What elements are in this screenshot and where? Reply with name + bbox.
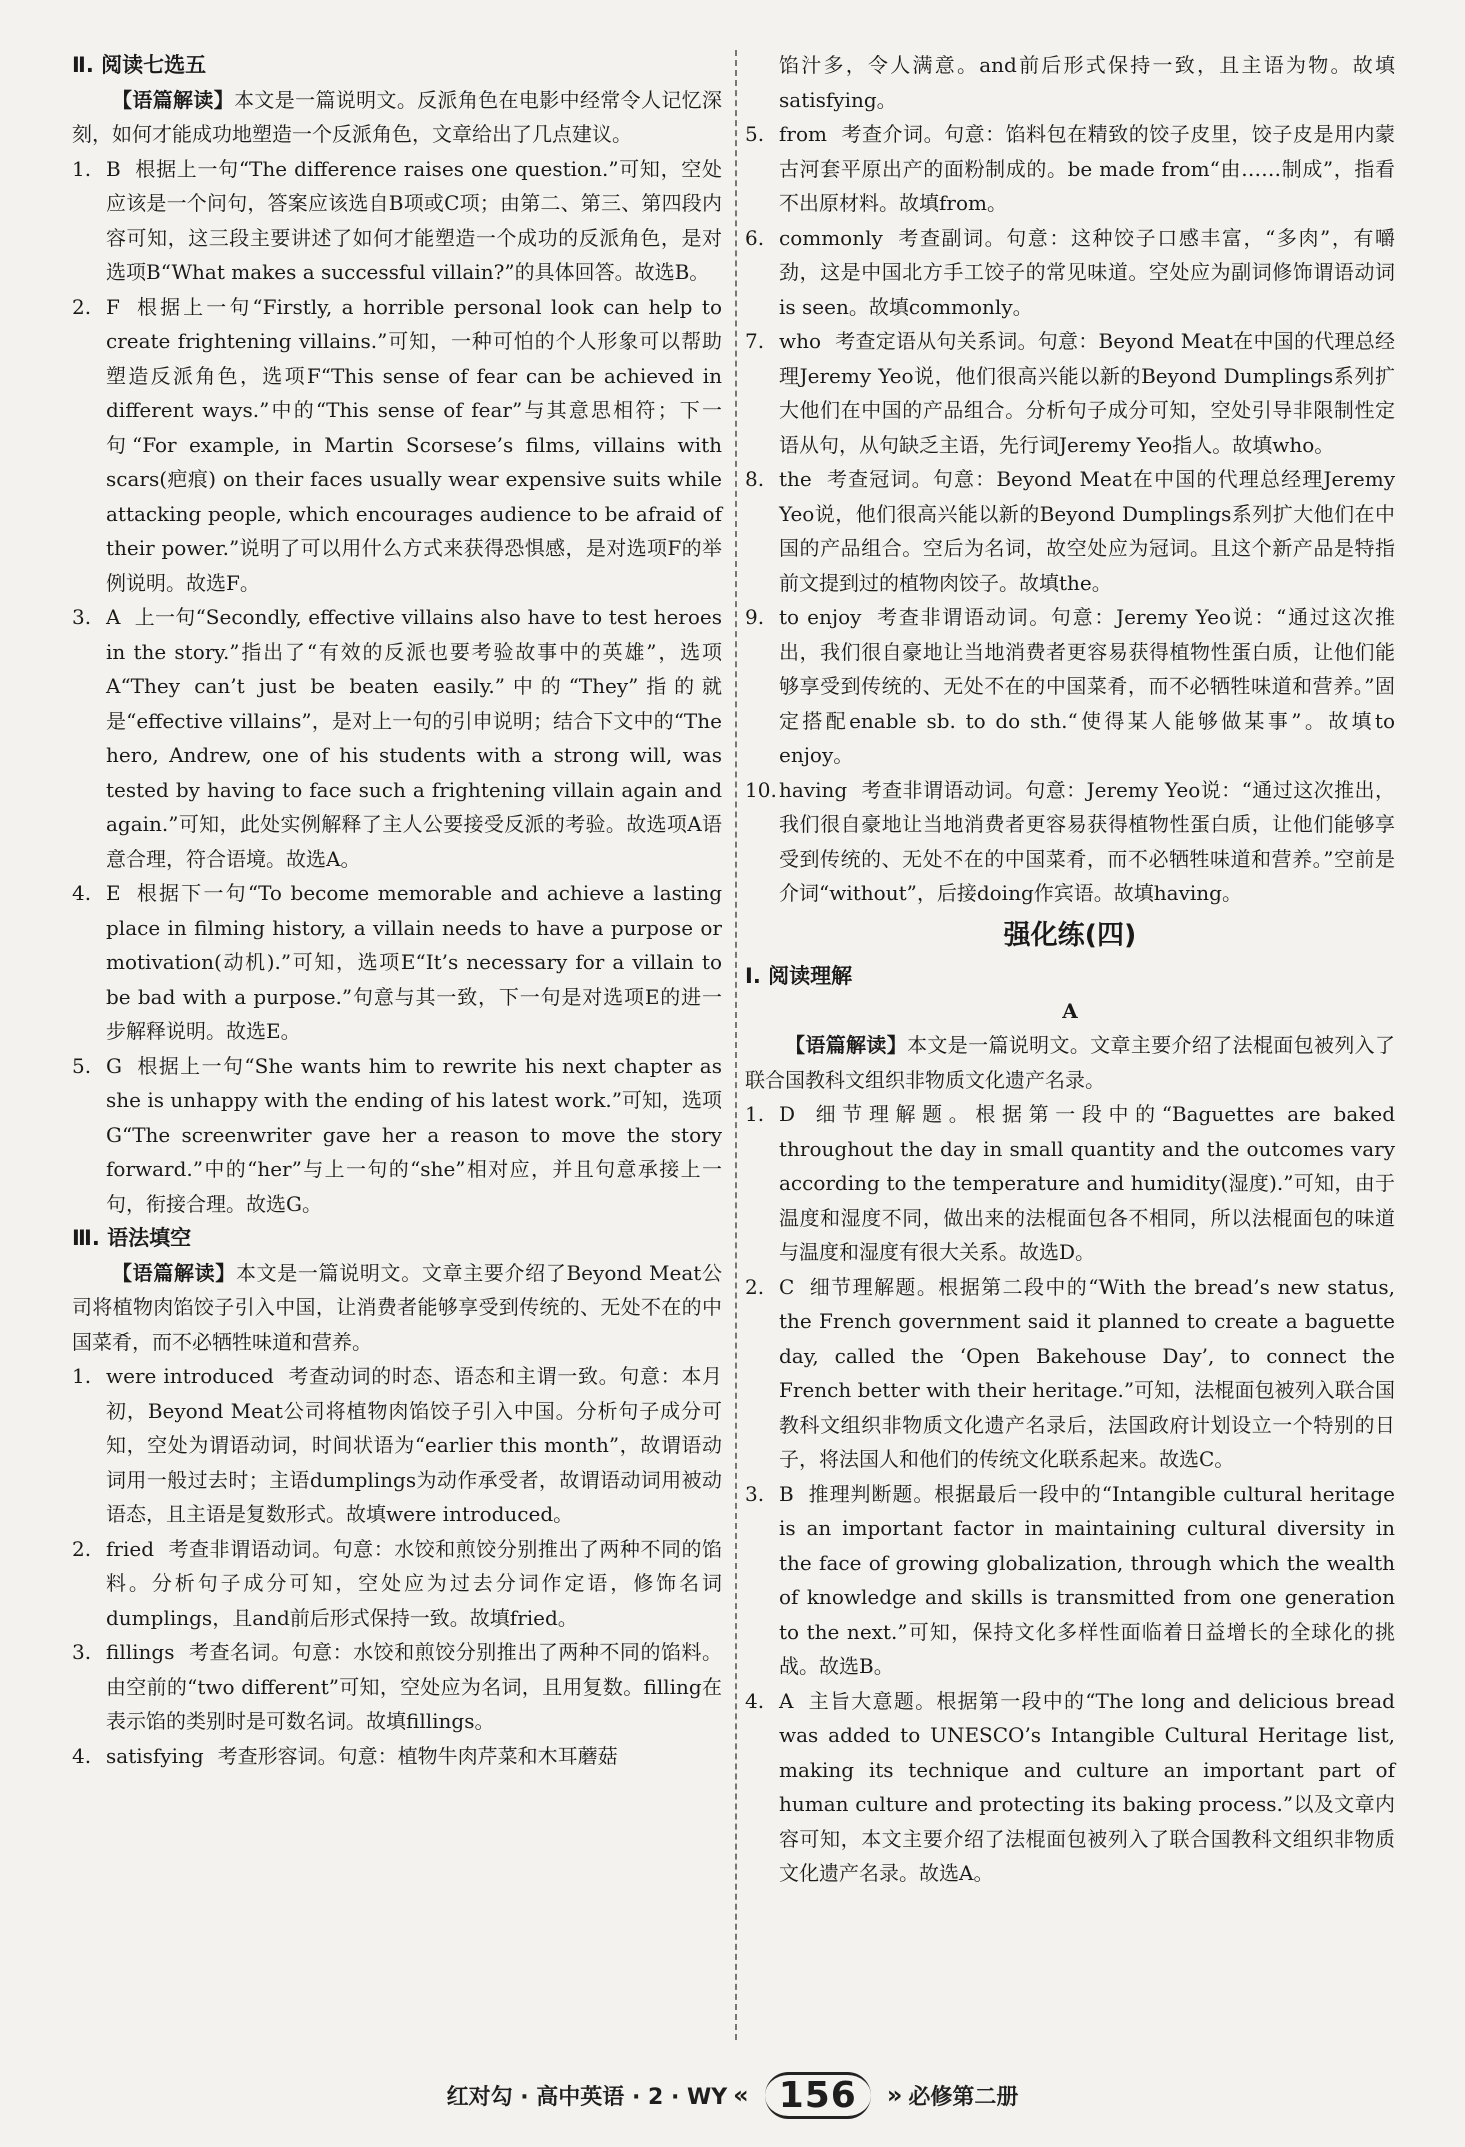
item-explanation: 根据下一句“To become memorable and achieve a lasting place in filming history, a villain needs to have a purpose or motivation(动机).”可知，选项E“It’s necessary for a villain to be bad with a purpose.”句意与其一致，下一句是对选项E的进一步解释说明。故选E。	[106, 881, 722, 1043]
analysis-text: 本文是一篇说明文。反派角色在电影中经常令人记忆深刻，如何才能成功地塑造一个反派角色，文章给出了几点建议。	[72, 87, 723, 146]
item-answer: commonly	[779, 225, 883, 250]
answer-item	[745, 600, 1395, 773]
right-column	[745, 48, 1395, 1891]
item-answer: who	[779, 329, 822, 353]
right-angle-mark: »	[886, 2081, 903, 2109]
answer-item	[72, 600, 722, 876]
item-number: 5.	[72, 1053, 92, 1078]
item-number: 1.	[72, 156, 92, 181]
answer-list-reading	[745, 1097, 1395, 1891]
item-answer: A	[779, 1688, 794, 1713]
item-answer: C	[779, 1274, 795, 1299]
answer-item	[72, 1739, 722, 1774]
item-number: 1.	[745, 1102, 765, 1126]
passage-analysis	[72, 83, 722, 152]
item-explanation: 考查非谓语动词。句意：水饺和煎饺分别推出了两种不同的馅料。分析句子成分可知，空处应为过去分词作定语，修饰名词dumplings，且and前后形式保持一致。故填fried。	[106, 1536, 722, 1630]
item-number: 8.	[745, 467, 765, 491]
item-number: 5.	[745, 122, 765, 146]
item-explanation: 细节理解题。根据第一段中的“Baguettes are baked throughout the day in small quantity and the outcomes vary according to the temperature and humidity(湿度).”可知，由于温度和湿度不同，做出来的法棍面包各不相同，所以法棍面包的味道与温度和湿度有很大关系。故选D。	[779, 1102, 1395, 1264]
item-explanation: 考查非谓语动词。句意：Jeremy Yeo说：“通过这次推出，我们很自豪地让当地消费者更容易获得植物性蛋白质，让他们能够享受到传统的、无处不在的中国菜肴，而不必牺牲味道和营养。”固定搭配enable sb. to do sth.“使得某人能够做某事”。故填to enjoy。	[779, 605, 1395, 767]
section-title-reading: Ⅰ. 阅读理解	[745, 964, 853, 988]
item-answer: fillings	[106, 1640, 175, 1664]
answer-list-grammar-fill-continued	[745, 117, 1395, 911]
item-explanation: 考查非谓语动词。句意：Jeremy Yeo说：“通过这次推出，我们很自豪地让当地消费者更容易获得植物性蛋白质，让他们能够享受到传统的、无处不在的中国菜肴，而不必牺牲味道和营养。”空前是介词“without”，后接doing作宾语。故填having。	[779, 777, 1395, 905]
section-title-seven-choose-five: Ⅱ. 阅读七选五	[72, 53, 207, 77]
answer-item	[745, 773, 1395, 911]
item-answer: satisfying	[106, 1743, 204, 1768]
item-explanation: 考查冠词。句意：Beyond Meat在中国的代理总经理Jeremy Yeo说，他们很高兴能以新的Beyond Dumplings系列扩大他们在中国的产品组合。空后为名词，故空处应为冠词。且这个新产品是特指前文提到过的植物肉饺子。故填the。	[779, 467, 1395, 595]
answer-item	[745, 1270, 1395, 1477]
passage-analysis	[72, 1256, 722, 1360]
answer-item	[745, 324, 1395, 462]
page-footer	[0, 2070, 1465, 2120]
item-answer: F	[106, 294, 120, 319]
continued-explanation: 馅汁多，令人满意。and前后形式保持一致，且主语为物。故填satisfying。	[779, 53, 1395, 112]
item-number: 3.	[72, 1640, 92, 1664]
item-number: 2.	[745, 1274, 765, 1299]
item-explanation: 考查形容词。句意：植物牛肉芹菜和木耳蘑菇	[217, 1743, 618, 1768]
left-angle-mark: «	[733, 2081, 749, 2109]
answer-list-grammar-fill	[72, 1359, 722, 1773]
item-number: 2.	[72, 294, 92, 319]
answer-item	[72, 290, 722, 601]
item-answer: to enjoy	[779, 605, 862, 629]
item-answer: were introduced	[106, 1364, 274, 1388]
item-number: 9.	[745, 605, 765, 629]
left-column	[72, 48, 722, 1773]
answer-item	[745, 1477, 1395, 1684]
item-answer: the	[779, 467, 812, 491]
answer-item	[745, 1684, 1395, 1891]
item-answer: E	[106, 881, 121, 905]
item-answer: from	[779, 122, 827, 146]
analysis-text: 本文是一篇说明文。文章主要介绍了Beyond Meat公司将植物肉馅饺子引入中国，让消费者能够享受到传统的、无处不在的中国菜肴，而不必牺牲味道和营养。	[72, 1260, 722, 1354]
item-number: 1.	[72, 1364, 92, 1388]
answer-item	[72, 152, 722, 290]
section-title-grammar-fill: Ⅲ. 语法填空	[72, 1226, 192, 1250]
item-answer: fried	[106, 1536, 154, 1561]
item-number: 3.	[72, 605, 92, 629]
analysis-tag: 【语篇解读】	[785, 1033, 908, 1057]
item-answer: D	[779, 1102, 796, 1126]
book-series-label: 红对勾 · 高中英语 · 2 · WY	[446, 2084, 728, 2110]
item-number: 4.	[72, 881, 92, 905]
item-number: 3.	[745, 1481, 765, 1506]
item-number: 4.	[745, 1688, 765, 1713]
item-number: 7.	[745, 329, 765, 353]
item-explanation: 细节理解题。根据第二段中的“With the bread’s new status, the French government said it planned to create a baguette day, called the ‘Open Bakehouse Day’, to connect the French better with their heritage.”可知，法棍面包被列入联合国教科文组织非物质文化遗产名录后，法国政府计划设立一个特别的日子，将法国人和他们的传统文化联系起来。故选C。	[779, 1274, 1395, 1471]
item-explanation: 根据上一句“Firstly, a horrible personal look can help to create frightening villains.”可知，一种可怕的个人形象可以帮助塑造反派角色，选项F“This sense of fear can be achieved in different ways.”中的“This sense of fear”与其意思相符；下一句“For example, in Martin Scorsese’s films, villains with scars(疤痕) on their faces usually wear expensive suits while attacking people, which encourages audience to be afraid of their power.”说明了可以用什么方式来获得恐惧感，是对选项F的举例说明。故选F。	[106, 294, 722, 595]
item-explanation: 考查动词的时态、语态和主谓一致。句意：本月初，Beyond Meat公司将植物肉馅饺子引入中国。分析句子成分可知，空处为谓语动词，时间状语为“earlier this month”，故谓语动词用一般过去时；主语dumplings为动作承受者，故谓语动词用被动语态，且主语是复数形式。故填were introduced。	[106, 1364, 722, 1526]
item-explanation: 上一句“Secondly, effective villains also have to test heroes in the story.”指出了“有效的反派也要考验故事中的英雄”，选项A“They can’t just be beaten easily.”中的“They”指的就是“effective villains”，是对上一句的引申说明；结合下文中的“The hero, Andrew, one of his students with a strong will, was tested by having to face such a frightening villain again and again.”可知，此处实例解释了主人公要接受反派的考验。故选项A语意合理，符合语境。故选A。	[106, 605, 722, 871]
item-explanation: 推理判断题。根据最后一段中的“Intangible cultural heritage is an important factor in maintaining cultural diversity in the face of growing globalization, through which the wealth of knowledge and skills is transmitted from one generation to the next.”可知，保持文化多样性面临着日益增长的全球化的挑战。故选B。	[779, 1481, 1395, 1678]
analysis-text: 本文是一篇说明文。文章主要介绍了法棍面包被列入了联合国教科文组织非物质文化遗产名录。	[745, 1033, 1396, 1092]
item-answer: G	[106, 1053, 122, 1078]
passage-analysis	[745, 1028, 1395, 1097]
item-number: 6.	[745, 225, 765, 250]
answer-item	[72, 1532, 722, 1636]
answer-item	[72, 876, 722, 1049]
answer-item	[745, 462, 1395, 600]
answer-item	[72, 1049, 722, 1222]
item-explanation: 考查名词。句意：水饺和煎饺分别推出了两种不同的馅料。由空前的“two different”可知，空处应为名词，且用复数。filling在表示馅的类别时是可数名词。故填fillings。	[106, 1640, 722, 1733]
analysis-tag: 【语篇解读】	[112, 1260, 236, 1285]
volume-label: 必修第二册	[908, 2084, 1019, 2110]
passage-label: A	[1062, 998, 1078, 1023]
answer-item	[745, 117, 1395, 221]
item-answer: B	[106, 156, 121, 181]
analysis-tag: 【语篇解读】	[112, 87, 235, 112]
item-explanation: 考查副词。句意：这种饺子口感丰富，“多肉”，有嚼劲，这是中国北方手工饺子的常见味道。空处应为副词修饰谓语动词is seen。故填commonly。	[779, 225, 1395, 319]
item-explanation: 考查定语从句关系词。句意：Beyond Meat在中国的代理总经理Jeremy Yeo说，他们很高兴能以新的Beyond Dumplings系列扩大他们在中国的产品组合。分析句子成分可知，空处引导非限制性定语从句，从句缺乏主语，先行词Jeremy Yeo指人。故填who。	[779, 329, 1395, 457]
page-number: 156	[765, 2072, 871, 2119]
item-number: 4.	[72, 1743, 92, 1768]
item-answer: A	[106, 605, 121, 629]
item-number: 2.	[72, 1536, 92, 1561]
item-answer: having	[779, 777, 848, 802]
answer-item	[72, 1635, 722, 1739]
item-explanation: 根据上一句“She wants him to rewrite his next chapter as she is unhappy with the ending of his latest work.”可知，选项G“The screenwriter gave her a reason to move the story forward.”中的“her”与上一句的“she”相对应，并且句意承接上一句，衔接合理。故选G。	[106, 1053, 723, 1216]
item-explanation: 根据上一句“The difference raises one question.”可知，空处应该是一个问句，答案应该选自B项或C项；由第二、第三、第四段内容可知，这三段主要讲述了如何才能塑造一个成功的反派角色，是对选项B“What makes a successful villain?”的具体回答。故选B。	[106, 156, 722, 284]
column-divider	[735, 50, 737, 2040]
answer-list-seven-choose-five	[72, 152, 722, 1222]
answer-item	[745, 1097, 1395, 1270]
item-number: 10.	[745, 777, 777, 802]
answer-item	[745, 221, 1395, 325]
exercise-title: 强化练(四)	[1003, 919, 1137, 951]
answer-item	[72, 1359, 722, 1532]
item-explanation: 考查介词。句意：馅料包在精致的饺子皮里，饺子皮是用内蒙古河套平原出产的面粉制成的。be made from“由……制成”，指看不出原材料。故填from。	[779, 122, 1395, 215]
item-answer: B	[779, 1481, 794, 1506]
item-explanation: 主旨大意题。根据第一段中的“The long and delicious bread was added to UNESCO’s Intangible Cultural Heritage list, making its technique and culture an important part of human culture and protecting its baking process.”以及文章内容可知，本文主要介绍了法棍面包被列入了联合国教科文组织非物质文化遗产名录。故选A。	[779, 1688, 1395, 1885]
